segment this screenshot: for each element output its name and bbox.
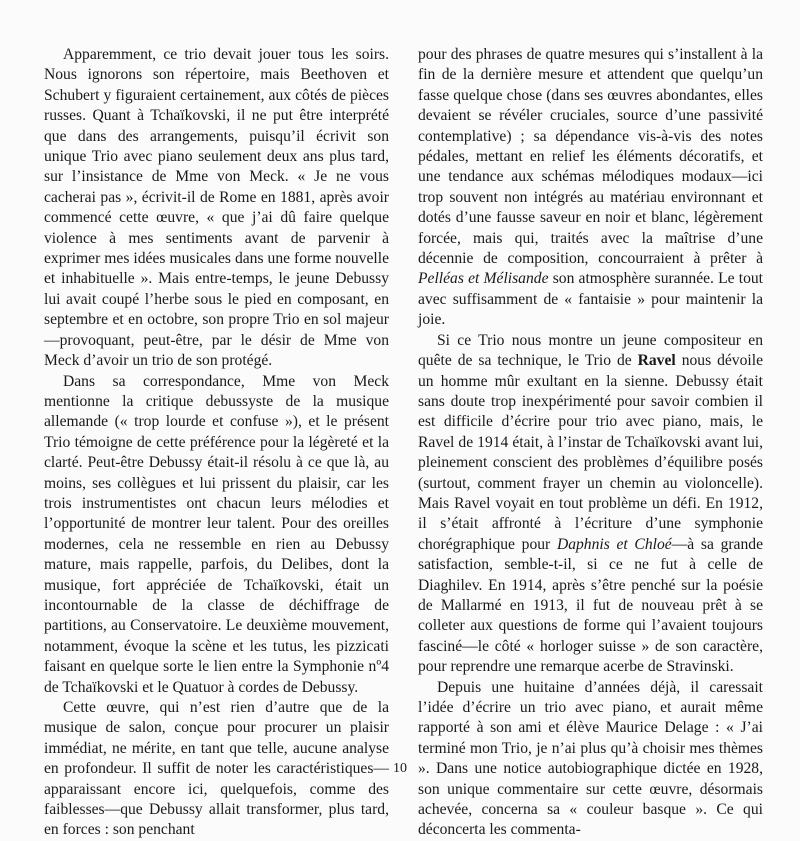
text-run: Si ce Trio nous montre un jeune compositeur en quête de sa technique, le Trio de <box>418 331 763 370</box>
text-run: —à sa grande satisfaction, semble-t-il, si ce ne fut à celle de Diaghilev. En 1914, après s’être penché sur la poésie de Mallarmé en 1913, il fut de nouveau prêt à se colleter aux questions de forme qui l’avaient toujours fasciné—le côté « horloger suisse » de son caractère, pour reprendre une remarque acerbe de Stravinski. <box>418 535 763 676</box>
paragraph <box>418 45 763 331</box>
text-run: son atmosphère surannée. Le tout avec suffisamment de « fantaisie » pour maintenir la joie. <box>418 270 764 329</box>
paragraph: Dans sa correspondance, Mme von Meck mentionne la critique debussyste de la musique allemande (« trop lourde et confuse »), et le présent Trio témoigne de cette préférence pour la légèreté et la clarté. Peut-être Debussy était-il résolu à ce que là, au moins, ses collègues et lui prissent du plaisir, car les trois instrumentistes ont chacun leurs mélodies et l’opportunité de montrer leur talent. Pour des oreilles modernes, cela ne ressemble en rien au Debussy mature, mais rappelle, parfois, du Delibes, dont la musique, fort appréciée de Tchaïkovski, était un incontournable de la classe de déchiffrage de partitions, au Conservatoire. Le deuxième mouvement, notamment, évoque la scène et les tutus, les pizzicati faisant en quelque sorte le lien entre la Symphonie nº4 de Tchaïkovski et le Quatuor à cordes de Debussy. <box>44 372 389 696</box>
paragraph: Cette œuvre, qui n’est rien d’autre que de la musique de salon, conçue pour procurer un plaisir immédiat, ne mérite, en tant que telle, aucune analyse en profondeur. Il suffit de noter les caractéristiques—apparaissant encore ici, quelquefois, comme des faiblesses—que Debussy allait transformer, plus tard, en forces : son penchant <box>44 699 389 839</box>
work-title: Daphnis et Chloé <box>556 535 672 553</box>
paragraph <box>418 331 763 678</box>
paragraph: Apparemment, ce trio devait jouer tous les soirs. Nous ignorons son répertoire, mais Beethoven et Schubert y figuraient certainement, aux côtés de pièces russes. Quant à Tchaïkovski, il ne put être interprété que dans des arrangements, puisqu’il écrivit son unique Trio avec piano seulement deux ans plus tard, sur l’insistance de Mme von Meck. « Je ne vous cacherai pas », écrivit-il de Rome en 1881, après avoir commencé cette œuvre, « que j’ai dû faire quelque violence à mes sentiments avant de parvenir à exprimer mes idées musicales dans une forme nouvelle et inhabituelle ». Mais entre-temps, le jeune Debussy lui avait coupé l’herbe sous le pied en composant, en septembre et en octobre, son propre Trio en sol majeur—provoquant, peut-être, par le désir de Mme von Meck d’avoir un trio de son protégé. <box>44 46 389 370</box>
right-column <box>418 45 763 841</box>
paragraph: Depuis une huitaine d’années déjà, il caressait l’idée d’écrire un trio avec piano, et aurait même rapporté à son ami et élève Maurice Delage : « J’ai terminé mon Trio, je n’ai plus qu’à choisir mes thèmes ». Dans une notice autobiographique dictée en 1928, son unique commentaire sur cette œuvre, désormais achevée, concerna sa « couleur basque ». Ce qui déconcerta les commenta- <box>418 678 763 839</box>
text-run: pour des phrases de quatre mesures qui s’installent à la fin de la dernière mesure et attendent que quelqu’un fasse quelque chose (dans ses œuvres abondantes, elles devaient se révéler cruciales, source d’une passivité contemplative) ; sa dépendance vis-à-vis des notes pédales, mettant en relief les éléments décoratifs, et une tendance aux schémas mélodiques modaux—ici trop souvent non intégrés au matériau environnant et dotés d’une fausse saveur en noir et blanc, légèrement forcée, mais qui, traités avec la maîtrise d’une décennie de composition, concourraient à prêter à <box>418 46 763 268</box>
composer-name: Ravel <box>637 352 676 370</box>
left-column <box>44 45 389 841</box>
work-title: Pelléas et Mélisande <box>418 270 549 288</box>
page-number: 10 <box>393 761 407 776</box>
text-run: nous dévoile un homme mûr exultant en la sienne. Debussy était sans doute trop inexpérimenté pour savoir combien il est difficile d’écrire pour trio avec piano, mais, le Ravel de 1914 était, à l’instar de Tchaïkovski avant lui, pleinement conscient des problèmes d’équilibre posés (surtout, comment frayer un chemin au violoncelle). Mais Ravel voyait en tout problème un défi. En 1912, il s’était affronté à l’écriture d’une symphonie chorégraphique pour <box>418 352 763 553</box>
